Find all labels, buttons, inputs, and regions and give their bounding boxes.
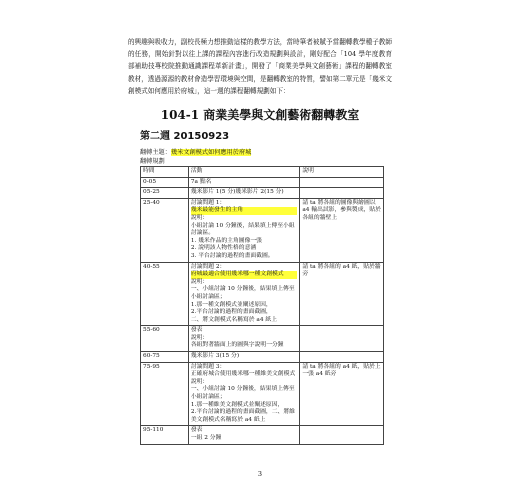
- activity-line: 府城最適合使用幾米哪一種文創模式: [191, 271, 298, 279]
- activity-line: 發表: [190, 427, 203, 434]
- activity-line: 正確府城合使用幾米哪一種維美文創模式: [190, 371, 296, 378]
- activity-line: 1.那一種文創模式並闡述原因，: [190, 301, 272, 308]
- row-activity: [188, 326, 300, 352]
- row-time: 05-25: [141, 188, 189, 199]
- activity-line: 一組 2 分鐘: [190, 435, 222, 441]
- table-row: [141, 326, 384, 352]
- table-header-row: [141, 167, 384, 178]
- table-row: [141, 177, 384, 188]
- activity-line: 小組討論 10 分鐘後，結果填上傳至小組討論區。: [190, 222, 295, 237]
- activity-line: 討論問題 3：: [190, 363, 226, 370]
- activity-line: 幾米影片 3(15 分): [190, 353, 240, 360]
- row-note: [300, 198, 384, 262]
- row-note: [300, 177, 384, 188]
- note-line: 請 ta 將各組的 a4 紙，貼於牆旁: [302, 263, 381, 278]
- activity-line: 2. 說明該人物性格的意涵: [190, 245, 257, 252]
- theme-value: 幾米文創模式如何應用於府城: [170, 149, 252, 156]
- row-note: [300, 362, 384, 426]
- activity-line: 說明：: [190, 278, 209, 285]
- row-note: [300, 326, 384, 352]
- row-note: [300, 352, 384, 363]
- row-time: 60-75: [141, 352, 189, 363]
- note-line: 請 ta 將各組的圖像與繪圖以 a4 輸出試影，參與製成，貼於各組的牆壁上: [302, 199, 381, 221]
- activity-line: 一、小組討論 10 分鐘後，結果填上傳至小組討論區；: [190, 386, 295, 401]
- row-note: [300, 262, 384, 326]
- activity-line: 說明：: [190, 334, 209, 341]
- header-activity: 活動: [188, 167, 300, 178]
- row-activity: [188, 177, 300, 188]
- row-activity: [188, 262, 300, 326]
- activity-line: 幾米最能發生的主角: [191, 207, 298, 215]
- theme-label: 翻轉主題：: [140, 149, 171, 156]
- row-activity: [188, 426, 300, 444]
- row-activity: [188, 352, 300, 363]
- activity-line: 二、將文創模式名稱寫於 a4 紙上: [190, 316, 278, 323]
- table-row: [141, 362, 384, 426]
- note-line: 請 ta 將各組的 a4 紙，貼於上一張 a4 紙旁: [302, 363, 381, 378]
- activity-line: 各組對著牆面上的圖與字說明一分鐘: [190, 342, 284, 349]
- activity-line: 1. 幾米作品的主角圖像一張: [190, 237, 262, 244]
- row-time: 95-110: [141, 426, 189, 444]
- row-note: [300, 188, 384, 199]
- activity-line: 2.平台討論的過程的畫面截圖，二、將維美文創模式名稱寫於 a4 紙上: [190, 409, 295, 423]
- row-time: 0-05: [141, 177, 189, 188]
- row-activity: [188, 198, 300, 262]
- header-note: 說明: [300, 167, 384, 178]
- table-row: [141, 352, 384, 363]
- theme-line: [140, 148, 251, 157]
- activity-line: 說明：: [190, 214, 209, 221]
- row-time: 55-60: [141, 326, 189, 352]
- activity-line: 2.平台討論的過程的畫面截圖，: [190, 309, 272, 316]
- activity-line: 發表: [190, 327, 203, 334]
- page-number: 3: [257, 470, 263, 478]
- table-row: [141, 188, 384, 199]
- plan-label: 翻轉規劃: [140, 158, 165, 165]
- row-time: 25-40: [141, 198, 189, 262]
- row-activity: [188, 188, 300, 199]
- row-time: 75-95: [141, 362, 189, 426]
- table-row: [141, 262, 384, 326]
- week-title: 第二週 20150923: [140, 131, 230, 142]
- table-row: [141, 426, 384, 444]
- row-activity: [188, 362, 300, 426]
- activity-line: 1.那一種維美文創模式並闡述原因，: [190, 401, 284, 408]
- table-row: [141, 198, 384, 262]
- activity-line: 幾米影片 1(5 分)幾米影片 2(15 分): [190, 189, 284, 196]
- lesson-plan-table: [140, 166, 384, 445]
- activity-line: 一、小組討論 10 分鐘後，結果填上傳至小組討論區；: [190, 286, 295, 300]
- section-heading: 104-1 商業美學與文創藝術翻轉教室: [160, 108, 360, 122]
- activity-line: 說明：: [190, 378, 209, 385]
- activity-line: 討論問題 2：: [190, 263, 226, 270]
- header-time: 時間: [141, 167, 189, 178]
- activity-line: 7a 點名: [190, 178, 212, 185]
- row-note: [300, 426, 384, 444]
- activity-line: 3. 平台討論的過程的畫面截圖。: [190, 252, 274, 259]
- row-time: 40-55: [141, 262, 189, 326]
- activity-line: 討論問題 1：: [190, 199, 226, 206]
- intro-paragraph: 的興趣與吸收力，副校長極力想推動這樣的教學方法，當時筆者被賦予當翻轉教學種子教師的任務，開始針對以往上課的課程內容進行改造規劃與設計，剛好配合「104 學年度教育部補助技專校院推動通識課程革新計畫」，開發了「商業美學與文創藝術」課程的翻轉教室教材，透過源源的教材會造學習環境與空間，是翻轉教室的特質，譬如第二單元是「幾米文創模式如何應用於府城」，這一週的課程翻轉規劃如下：: [128, 38, 392, 95]
